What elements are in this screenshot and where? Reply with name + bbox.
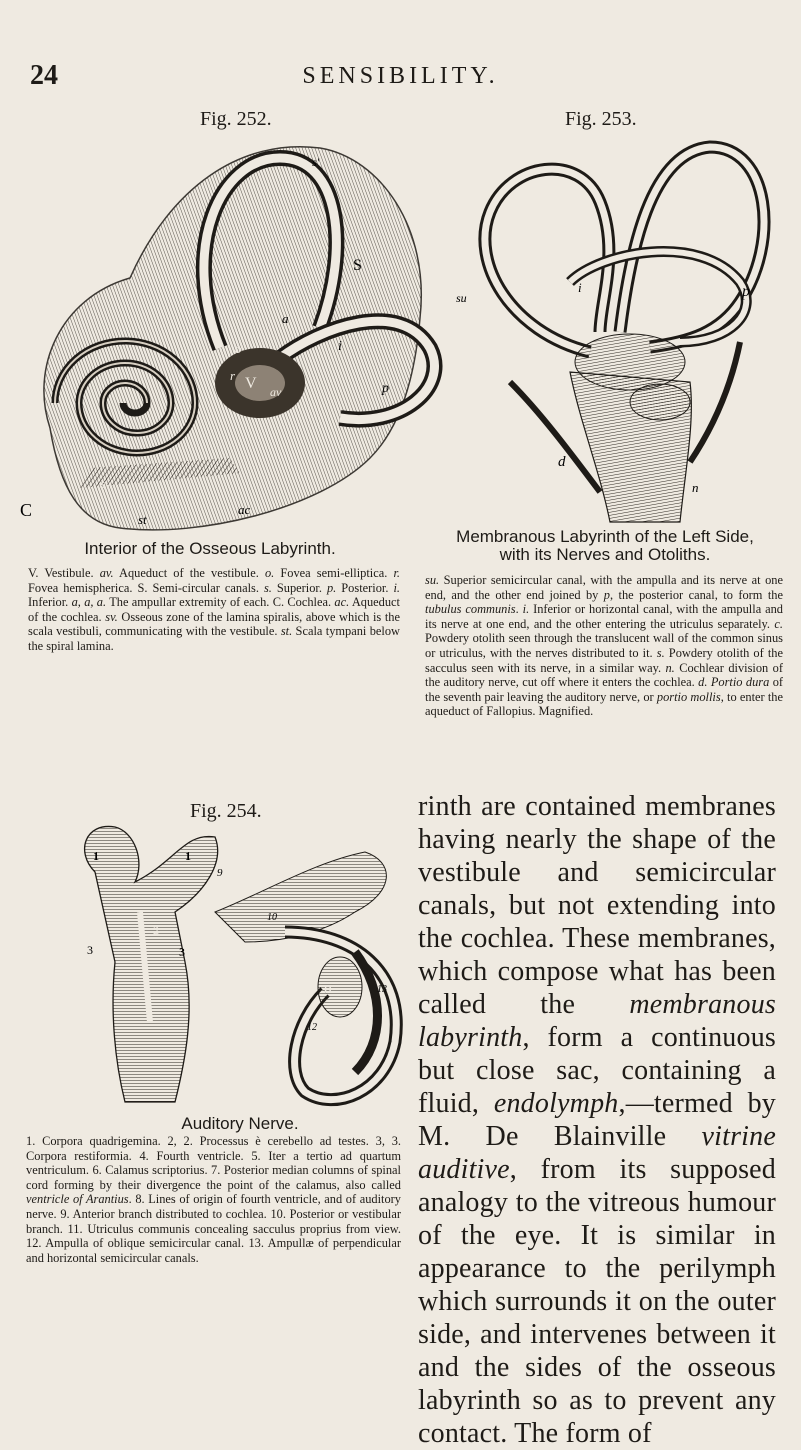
text-run: Posterior. <box>336 580 394 595</box>
text-run: st. <box>280 624 293 639</box>
fig-254-legend <box>26 1134 401 1265</box>
fig-253-title-line2: with its Nerves and Otoliths. <box>499 545 711 564</box>
fig-252-mark-i: i <box>338 339 342 354</box>
fig-252-label: Fig. 252. <box>200 108 272 130</box>
text-run: ,—termed by M. De Blainville <box>418 1088 776 1152</box>
fig-254-mark-11: 11 <box>323 984 333 995</box>
fig-254-mark-9: 9 <box>217 867 223 879</box>
text-run: n. <box>665 660 675 675</box>
fig-254-mark-2: 2 <box>153 923 159 937</box>
text-run: su. <box>425 573 440 587</box>
text-run: Aqueduct of the vestibule. <box>113 566 265 580</box>
text-run: of the seventh pair leaving the auditory nerve, or <box>425 675 784 704</box>
text-run: tubulus communis <box>425 602 516 617</box>
text-run: c. <box>774 616 783 631</box>
fig-254-auditory-nerve-engraving <box>55 822 420 1112</box>
fig-253-mark-n: n <box>692 480 699 495</box>
fig-252-mark-V: V <box>245 375 257 392</box>
text-run: a, a, a. <box>71 595 107 610</box>
text-run: p. <box>326 580 337 595</box>
page-number: 24 <box>30 60 58 91</box>
fig-252-mark-C: C <box>20 500 33 520</box>
fig-254-mark-3b: 3 <box>179 945 185 959</box>
text-run: Powdery otolith seen through the translucent wall of the common sinus or utriculus, with the nerves distributed to it. <box>425 631 783 660</box>
text-run: p <box>603 587 610 602</box>
text-run: s. <box>656 645 665 660</box>
text-run: Powdery otolith of the sacculus seen with its nerve, in a similar way. <box>425 645 784 675</box>
text-run: i. <box>393 580 400 595</box>
fig-254-mark-12: 12 <box>307 1022 317 1033</box>
fig-254-label: Fig. 254. <box>190 800 262 822</box>
text-run: Vestibule. <box>44 566 100 580</box>
fig-252-mark-p: p <box>382 381 389 396</box>
text-run: s. <box>263 580 272 595</box>
text-run: The ampullar extremity of each. C. Cochlea. <box>106 595 335 610</box>
fig-253-mark-su: su <box>456 291 467 305</box>
fig-252-osseous-labyrinth-engraving <box>20 128 450 548</box>
text-run: . <box>515 602 523 617</box>
fig-253-mark-p: p <box>742 283 750 300</box>
text-run: o. <box>264 566 275 580</box>
text-run: vitrine auditive <box>418 1121 776 1185</box>
text-run: Superior semicircular canal, with the ampulla and its nerve at one end, and the other end joined by <box>425 573 783 602</box>
text-run: i. <box>522 602 530 617</box>
fig-252-mark-r: r <box>230 368 236 383</box>
text-run: Inferior. <box>28 595 72 610</box>
text-run: Osseous zone of the lamina spiralis, above which is the scala vestibuli, communicating with the vestibule. <box>28 609 400 639</box>
text-run: Inferior or horizontal canal, with the ampulla and its nerve at one end, and the other entering the utriculus separately. <box>425 602 783 631</box>
fig-254-title: Auditory Nerve. <box>181 1114 299 1133</box>
text-run: , the posterior canal, to form the <box>610 587 783 602</box>
fig-252-mark-ac: ac <box>238 502 251 517</box>
fig-252-mark-st: st <box>138 512 147 527</box>
fig-253-mark-d: d <box>558 454 566 470</box>
fig-253-legend <box>425 573 783 719</box>
fig-254-mark-1b: 1 <box>185 849 191 863</box>
text-run: 1. Corpora quadrigemina. 2, 2. Processus è cerebello ad testes. 3, 3. Corpora restiformia. 4. Fourth ventricle. 5. Iter a tertio ad quartum ventriculum. 6. Calamus scriptorius. 7. Posterior median columns of spinal cord forming by their divergence the point of the calamus, also called <box>26 1134 401 1192</box>
text-run: d. <box>698 675 708 690</box>
fig-254-mark-3a: 3 <box>87 943 93 957</box>
text-run: Portio dura <box>710 675 770 690</box>
fig-252-mark-a: a <box>282 311 289 326</box>
text-run: portio mollis <box>656 689 721 704</box>
text-run: av. <box>99 566 114 580</box>
text-run: , from its supposed analogy to the vitreous humour of the eye. It is similar in appearance to the perilymph which surrounds it on the outer side, and intervenes between it and the sides of the osseous labyrinth so as to prevent any contact. The form of <box>418 1154 776 1449</box>
fig-252-mark-S: S <box>353 257 362 274</box>
fig-254-mark-10: 10 <box>267 912 277 923</box>
running-title: SENSIBILITY. <box>302 63 499 89</box>
text-run: Fovea semi-elliptica. <box>274 566 394 580</box>
text-run: Cochlear division of the auditory nerve, cut off where it enters the cochlea. <box>425 660 783 690</box>
fig-252-mark-sv: sv <box>100 476 111 491</box>
fig-252-mark-o: o <box>235 341 242 356</box>
text-run: . 8. Lines of origin of fourth ventricle, and of auditory nerve. 9. Anterior branch distributed to cochlea. 10. Posterior or vestibular branch. 11. Utriculus communis concealing sacculus proprius from view. 12. Ampulla of oblique semicircular canal. 13. Ampullæ of perpendicular and horizontal semicircular canals. <box>26 1192 401 1265</box>
text-run: sv. <box>105 609 118 624</box>
text-run: Scala tympani below the spiral lamina. <box>28 624 401 653</box>
text-run: V. <box>28 566 45 580</box>
text-run: Superior. <box>271 580 327 595</box>
fig-254-mark-13: 13 <box>377 984 387 995</box>
fig-252-mark-s: s' <box>312 155 320 169</box>
text-run: rinth are contained membranes having nearly the shape of the vestibule and semicircular canals, but not extending into the cochlea. These membranes, which compose what has been called the <box>418 791 776 1020</box>
fig-254-mark-1a: 1 <box>93 849 99 863</box>
fig-253-title-line1: Membranous Labyrinth of the Left Side, <box>456 527 754 546</box>
text-run: Fovea hemispherica. S. Semi-circular canals. <box>28 580 264 595</box>
fig-252-title: Interior of the Osseous Labyrinth. <box>84 539 336 558</box>
text-run: r. <box>393 566 401 580</box>
fig-253-mark-i: i <box>578 280 582 295</box>
text-run: ac. <box>334 595 350 610</box>
text-run: , form a continuous but close sac, containing a fluid, <box>418 1022 776 1119</box>
text-run: Aqueduct of the cochlea. <box>28 595 400 624</box>
text-run: membranous labyrinth <box>418 989 776 1053</box>
fig-253-label: Fig. 253. <box>565 108 637 130</box>
fig-252-legend <box>28 566 400 654</box>
fig-253-membranous-labyrinth-engraving <box>450 132 780 532</box>
body-paragraph <box>418 790 776 1450</box>
text-run: endolymph <box>493 1088 619 1119</box>
text-run: , to enter the aqueduct of Fallopius. Magnified. <box>425 689 783 719</box>
fig-252-mark-av: av <box>270 385 282 399</box>
text-run: ventricle of Arantius <box>26 1192 129 1207</box>
